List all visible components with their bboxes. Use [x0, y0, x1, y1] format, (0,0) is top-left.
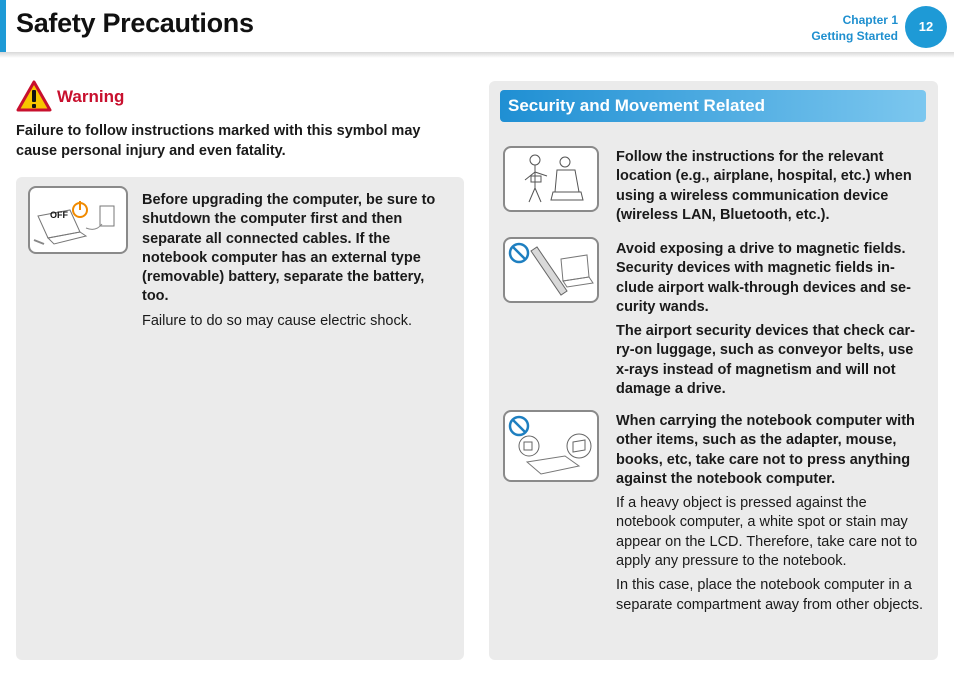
magnetic-field-illustration [503, 237, 599, 303]
notebook-unplug-icon [30, 188, 126, 252]
pressure-illustration [503, 410, 599, 482]
airplane-seat-icon [505, 148, 597, 210]
warning-label: Warning [57, 87, 125, 106]
right-item-2-text [616, 240, 924, 404]
unplug-instruction: Before upgrading the computer, be sure to shutdown the computer first and then separate all connected cables. If the notebook computer has an external type (removable) battery, separate the battery, too. [142, 192, 436, 305]
right-panel [489, 81, 938, 660]
header-divider [0, 52, 954, 58]
carrying-instruction: When carrying the notebook computer with other items, such as the adapter, mouse, books, etc, take care not to press anything against the notebook computer. [616, 413, 915, 487]
left-panel [16, 177, 464, 660]
unplug-illustration [28, 186, 128, 254]
header-accent-bar [0, 0, 6, 52]
pressure-consequence: If a heavy object is pressed against the notebook computer, a white spot or stain may appear on the LCD. Therefore, take care not to apply any pressure to the notebook. [616, 495, 918, 570]
chapter-info [811, 12, 898, 44]
unplug-consequence: Failure to do so may cause electric shock. [142, 312, 412, 329]
warning-text: Failure to follow instructions marked with this symbol may cause personal injury and even fatality. [16, 123, 421, 159]
warning-triangle-icon [16, 80, 52, 112]
chapter-name: Getting Started [811, 29, 898, 43]
left-item-text [142, 191, 444, 336]
separate-compartment-note: In this case, place the notebook computer in a separate compartment away from other objects. [616, 577, 924, 613]
page-title: Safety Precautions [16, 8, 254, 38]
right-item-1-text [616, 148, 924, 230]
xray-note: The airport security devices that check car-ry-on luggage, such as conveyor belts, use x-rays instead of magnetism and will not damage a drive. [616, 323, 915, 398]
notebook-pressure-icon [505, 412, 597, 480]
wireless-instruction: Follow the instructions for the relevant location (e.g., airplane, hospital, etc.) when using a wireless communication device (wireless LAN, Bluetooth, etc.). [616, 149, 912, 223]
magnetic-instruction: Avoid exposing a drive to magnetic fields. Security devices with magnetic fields in-clude airport walk-through devices and se-curity wands. [616, 241, 911, 315]
off-label: OFF [50, 210, 68, 220]
security-wand-icon [505, 239, 597, 301]
section-title: Security and Movement Related [500, 90, 926, 122]
chapter-label: Chapter 1 [842, 13, 898, 27]
wireless-location-illustration [503, 146, 599, 212]
right-item-3-text [616, 412, 924, 620]
page-number-badge: 12 [905, 6, 947, 48]
